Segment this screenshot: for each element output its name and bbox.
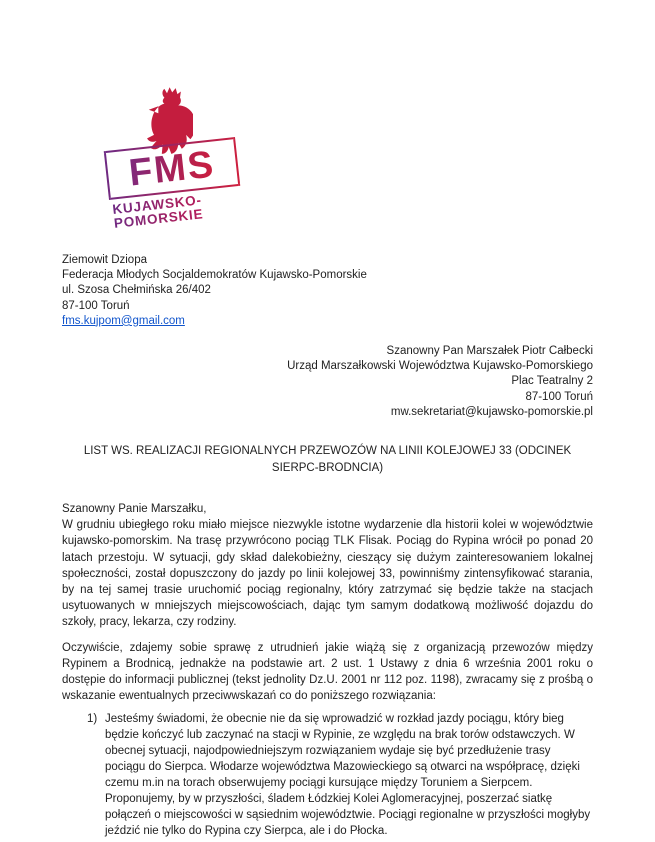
letter-body: [62, 501, 593, 840]
list-item-text: Jesteśmy świadomi, że obecnie nie da się wprowadzić w rozkład jazdy pociągu, który bieg będzie kończyć lub zaczynać na stacji w Rypinie, ze względu na brak torów odstawczych. W obecnej sytuacji, najodpowiedniejszym rozwiązaniem wydaje się być przedłużenie trasy pociągu do Sierpca. Włodarze województwa Mazowieckiego są otwarci na współpracę, dzięki czemu m.in na torach obserwujemy pociągi kursujące między Toruniem a Sierpcem. Proponujemy, by w przyszłości, śladem Łódzkiej Kolei Aglomeracyjnej, poszerzać siatkę połączeń o miejscowości w sąsiednim województwie. Pociągi regionalne w przyszłości mogłyby jeździć nie tylko do Rypina czy Sierpca, ale i do Płocka.: [105, 713, 591, 837]
sender-address-block: [62, 253, 367, 329]
recipient-email: mw.sekretariat@kujawsko-pomorskie.pl: [390, 405, 593, 418]
letter-subject: LIST WS. REALIZACJI REGIONALNYCH PRZEWOZÓW NA LINII KOLEJOWEJ 33 (ODCINEK SIERPC-BRODNCIA): [83, 445, 572, 474]
fms-logo: [0, 0, 260, 250]
recipient-city: 87-100 Toruń: [525, 390, 593, 403]
sender-organization: Federacja Młodych Socjaldemokratów Kujawsko-Pomorskie: [62, 269, 367, 282]
salutation: Szanowny Panie Marszałku,: [62, 503, 207, 515]
recipient-name: Szanowny Pan Marszałek Piotr Całbecki: [386, 345, 593, 357]
fms-logo-region-line2: POMORSKIE: [113, 206, 205, 231]
fms-logo-text: FMS: [126, 142, 218, 195]
sender-city: 87-100 Toruń: [62, 299, 130, 312]
recipient-office: Urząd Marszałkowski Województwa Kujawsko-Pomorskiego: [287, 360, 593, 373]
sender-street: ul. Szosa Chełmińska 26/402: [62, 284, 211, 297]
proposal-list: [62, 712, 593, 839]
sender-name: Ziemowit Dziopa: [62, 254, 147, 266]
recipient-address-block: [62, 344, 593, 420]
recipient-street: Plac Teatralny 2: [511, 375, 593, 388]
fms-logo-region-line1: KUJAWSKO-: [111, 192, 203, 217]
body-paragraph-1: W grudniu ubiegłego roku miało miejsce niezwykle istotne wydarzenie dla historii kolei w województwie kujawsko-pomorskim. Na trasę przywrócono pociąg TLK Flisak. Pociąg do Rypina wrócił po ponad 20 latach przestoju. W sytuacji, gdy skład dalekobieżny, cieszący się dużym zainteresowaniem lokalnej społeczności, został dopuszczony do jazdy po linii kolejowej 33, powinniśmy zintensyfikować starania, by na tej samej trasie uruchomić pociąg regionalny, który zatrzymać się będzie także na stacjach usytuowanych w mniejszych miejscowościach, dając tym samym dodatkową możliwość dojazdu do szkoły, pracy, lekarza, czy rodziny.: [62, 519, 593, 629]
list-item-number: 1): [87, 713, 98, 726]
list-item: [62, 712, 593, 839]
sender-email-link[interactable]: fms.kujpom@gmail.com: [62, 314, 185, 327]
body-paragraph-2: Oczywiście, zdajemy sobie sprawę z utrudnień jakie wiążą się z organizacją przewozów między Rypinem a Brodnicą, jednakże na podstawie art. 2 ust. 1 Ustawy z dnia 6 września 2001 roku o dostępie do informacji publicznej (tekst jednolity Dz.U. 2001 nr 112 poz. 1198), zwracamy się z prośbą o wskazanie ewentualnych przeciwwskazań co do poniższego rozwiązania:: [62, 641, 593, 703]
